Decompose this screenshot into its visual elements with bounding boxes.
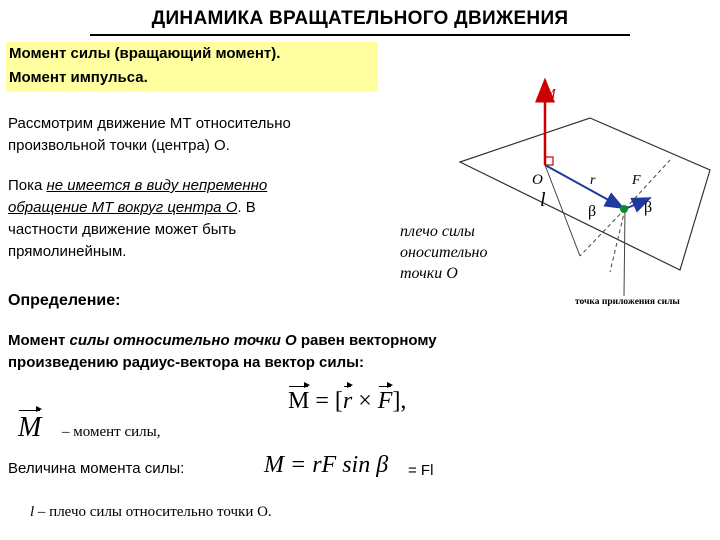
formula-times: ×: [352, 388, 378, 414]
magnitude-fl: = Fl: [408, 462, 434, 479]
label-M: M: [544, 87, 556, 102]
vector-r: r: [342, 388, 353, 414]
moment-diagram: [380, 60, 720, 320]
formula-eq: = [: [309, 388, 343, 414]
def-part-3: равен векторному: [296, 332, 437, 349]
arm-caption-2: оносительно: [400, 244, 488, 261]
arm-definition: [30, 504, 272, 521]
magnitude-label: Величина момента силы:: [8, 460, 185, 477]
label-beta-2: β: [644, 199, 653, 216]
definition-text: [8, 330, 708, 374]
topic-line-2: Момент импульса.: [9, 69, 148, 86]
note-line-2: [8, 197, 378, 219]
note-paragraph: [8, 175, 378, 263]
note-suffix: . В: [237, 199, 256, 216]
intro-line-2: произвольной точки (центра) О.: [8, 137, 230, 154]
plane: [460, 118, 710, 270]
def-part-2: силы относительно точки О: [69, 332, 297, 349]
note-emphasis-1: не имеется в виду непременно: [46, 177, 268, 194]
label-l: l: [540, 189, 546, 211]
label-r: r: [590, 173, 596, 188]
note-emphasis-2: обращение МТ вокруг центра О: [8, 199, 238, 216]
topic-line-1: Момент силы (вращающий момент).: [9, 45, 281, 62]
note-line-3: частности движение может быть: [8, 221, 237, 238]
application-caption: точка приложения силы: [575, 297, 680, 307]
moment-symbol-letter: M: [18, 412, 42, 443]
arm-caption-1: плечо силы: [400, 223, 475, 240]
label-O: O: [532, 172, 543, 188]
vector-M: M: [288, 388, 310, 414]
definition-line-2: произведению радиус-вектора на вектор силы:: [8, 354, 364, 371]
application-point: [620, 205, 628, 213]
label-beta-1: β: [588, 203, 597, 220]
arm-text: – плечо силы относительно точки О.: [34, 504, 272, 520]
title-underline: [90, 34, 630, 36]
vector-F: F: [377, 388, 393, 414]
note-line-4: прямолинейным.: [8, 243, 127, 260]
topic-box: [6, 42, 378, 92]
arm-symbol: l: [30, 504, 35, 520]
moment-description: – момент силы,: [62, 424, 161, 440]
def-part-1: Момент: [8, 332, 70, 349]
page-title: ДИНАМИКА ВРАЩАТЕЛЬНОГО ДВИЖЕНИЯ: [151, 8, 569, 29]
note-line-1: [8, 175, 378, 197]
definition-line-1: [8, 330, 708, 352]
label-F: F: [632, 173, 641, 188]
intro-paragraph: [8, 113, 398, 157]
magnitude-formula: M = rF sin β: [264, 452, 389, 478]
arm-caption-3: точки O: [400, 265, 458, 282]
definition-heading: Определение:: [8, 292, 121, 309]
moment-vector-formula: [288, 388, 406, 415]
moment-symbol: [18, 412, 41, 444]
note-prefix: Пока: [8, 177, 47, 194]
intro-line-1: Рассмотрим движение МТ относительно: [8, 115, 291, 132]
formula-close: ],: [392, 388, 407, 414]
